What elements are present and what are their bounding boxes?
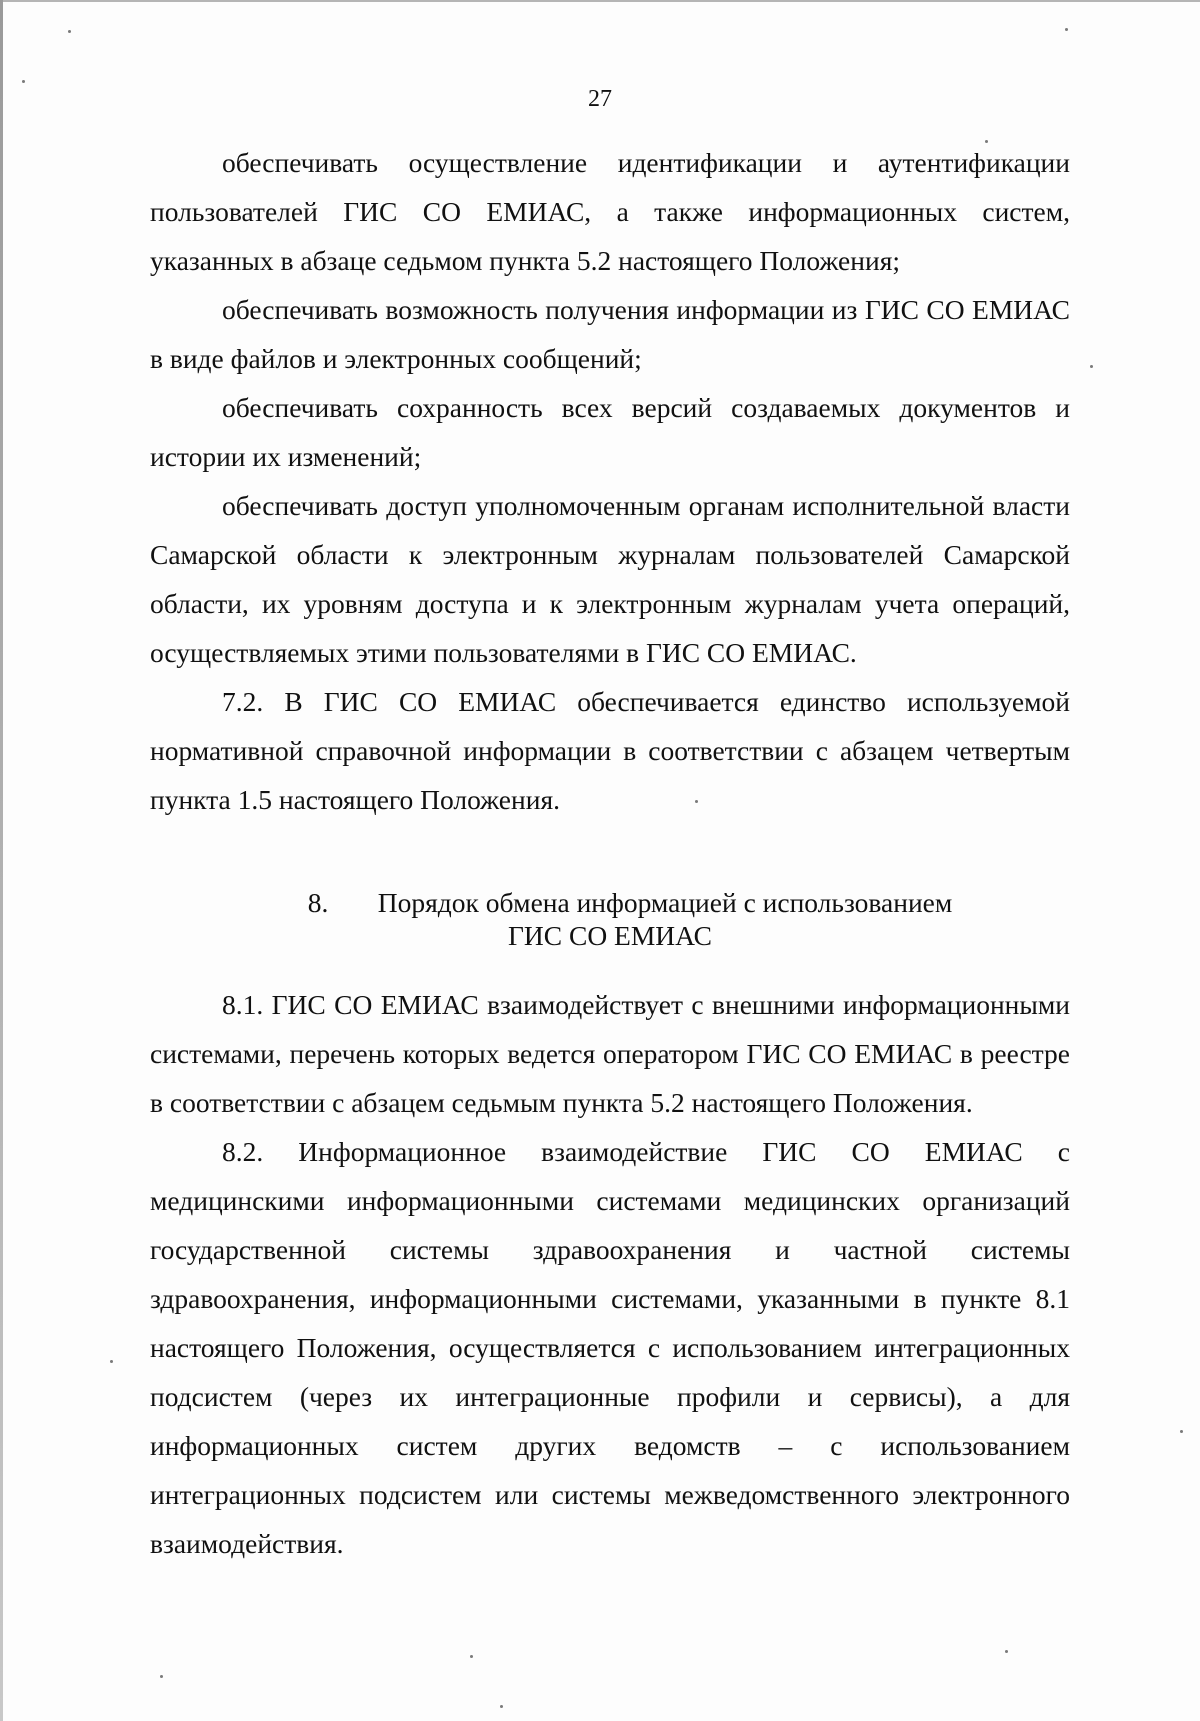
scan-speck [1090,365,1093,368]
scan-speck [470,1655,473,1658]
section-number: 8. [307,887,329,918]
paragraph: обеспечивать доступ уполномоченным органам исполнительной власти Самарской области к электронным журналам пользователей Самарской области, их уровням доступа и к электронным журналам учета операций, осуществляемых этими пользователями в ГИС СО ЕМИАС. [150,490,1070,668]
paragraph: 7.2. В ГИС СО ЕМИАС обеспечивается единство используемой нормативной справочной информации в соответствии с абзацем четвертым пункта 1.5 настоящего Положения. [150,686,1070,815]
scan-speck [500,1705,503,1708]
scan-speck [1180,1430,1183,1433]
paragraph: обеспечивать возможность получения информации из ГИС СО ЕМИАС в виде файлов и электронных сообщений; [150,294,1070,374]
paragraph: обеспечивать осуществление идентификации и аутентификации пользователей ГИС СО ЕМИАС, а также информационных систем, указанных в абзаце седьмом пункта 5.2 настоящего Положения; [150,147,1070,276]
body-text-after-section [150,980,1070,1568]
scan-speck [985,140,988,143]
scan-left-edge [0,0,3,1721]
scan-top-edge [0,0,1200,2]
body-text-before-section [150,138,1070,824]
scan-speck [68,30,71,33]
section-title-line2: ГИС СО ЕМИАС [508,920,712,951]
scan-speck [22,80,25,83]
section-title-line1: Порядок обмена информацией с использованием [377,887,953,918]
scan-speck [1005,1650,1008,1653]
scan-speck [695,800,698,803]
scan-speck [1065,28,1068,31]
scan-speck [110,1360,113,1363]
paragraph: обеспечивать сохранность всех версий создаваемых документов и истории их изменений; [150,392,1070,472]
scan-speck [160,1675,163,1678]
paragraph: 8.1. ГИС СО ЕМИАС взаимодействует с внешними информационными системами, перечень которых ведется оператором ГИС СО ЕМИАС в реестре в соответствии с абзацем седьмым пункта 5.2 настоящего Положения. [150,989,1070,1118]
page-number: 27 [588,86,612,112]
section-heading [150,886,1070,952]
paragraph: 8.2. Информационное взаимодействие ГИС СО ЕМИАС с медицинскими информационными системами медицинских организаций государственной системы здравоохранения и частной системы здравоохранения, информационными системами, указанными в пункте 8.1 настоящего Положения, осуществляется с использованием интеграционных подсистем (через их интеграционные профили и сервисы), а для информационных систем других ведомств – с использованием интеграционных подсистем или системы межведомственного электронного взаимодействия. [150,1136,1070,1559]
